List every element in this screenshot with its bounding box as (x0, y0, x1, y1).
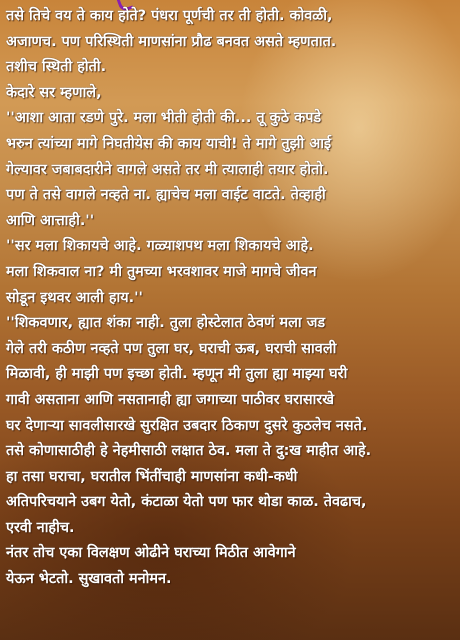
text-line: एरवी नाहीच. (6, 519, 75, 536)
text-line: गेले तरी कठीण नव्हते पण तुला घर, घराची ऊब, घराची सावली (6, 340, 337, 357)
text-line: हा तसा घराचा, घरातील भिंतींचाही माणसांना कधी-कधी (6, 468, 298, 485)
text-line: तशीच स्थिती होती. (6, 59, 107, 76)
text-line: आणि आत्ताही.'' (6, 212, 95, 229)
text-line: अजाणच. पण परिस्थिती माणसांना प्रौढ बनवत असते म्हणतात. (6, 33, 337, 50)
text-line: तसे कोणासाठीही हे नेहमीसाठी लक्षात ठेव. मला ते दु:ख माहीत आहे. (6, 443, 372, 460)
text-line: मिळावी, ही माझी पण इच्छा होती. म्हणून मी तुला ह्या माझ्या घरी (6, 366, 348, 383)
text-line: सोडून इथवर आली हाय.'' (6, 289, 143, 306)
text-line: गेल्यावर जबाबदारीने वागले असते तर मी त्यालाही तयार होतो. (6, 161, 329, 178)
text-line: घर देणाऱ्या सावलीसारखे सुरक्षित उबदार ठिकाण दुसरे कुठलेच नसते. (6, 417, 368, 434)
text-line: ''शिकवणार, ह्यात शंका नाही. तुला होस्टेलात ठेवणं मला जड (6, 315, 326, 332)
text-line: भरुन त्यांच्या मागे निघतीयेस की काय याची! ते मागे तुझी आई (6, 135, 332, 152)
text-line: गावी असताना आणि नसतानाही ह्या जगाच्या पाठीवर घरासारखे (6, 391, 335, 408)
text-line: केदारे सर म्हणाले, (6, 84, 102, 101)
page-text (6, 4, 458, 593)
text-line: पण ते तसे वागले नव्हते ना. ह्याचेच मला वाईट वाटते. तेव्हाही (6, 187, 326, 204)
text-line: तसे तिचे वय ते काय होते? पंधरा पूर्णची तर ती होती. कोवळी, (6, 8, 333, 24)
text-line: ''आशा आता रडणे पुरे. मला भीती होती की... तू कुठे कपडे (6, 110, 322, 127)
text-line: नंतर तोच एका विलक्षण ओढीने घराच्या मिठीत आवेगाने (6, 545, 296, 562)
text-line: अतिपरिचयाने उबग येतो, कंटाळा येतो पण फार थोडा काळ. तेवढाच, (6, 494, 367, 511)
text-line: ''सर मला शिकायचे आहे. गळ्याशपथ मला शिकायचे आहे. (6, 238, 314, 255)
text-line: मला शिकवाल ना? मी तुमच्या भरवशावर माजे मागचे जीवन (6, 263, 317, 280)
text-line: येऊन भेटतो. सुखावतो मनोमन. (6, 571, 172, 588)
